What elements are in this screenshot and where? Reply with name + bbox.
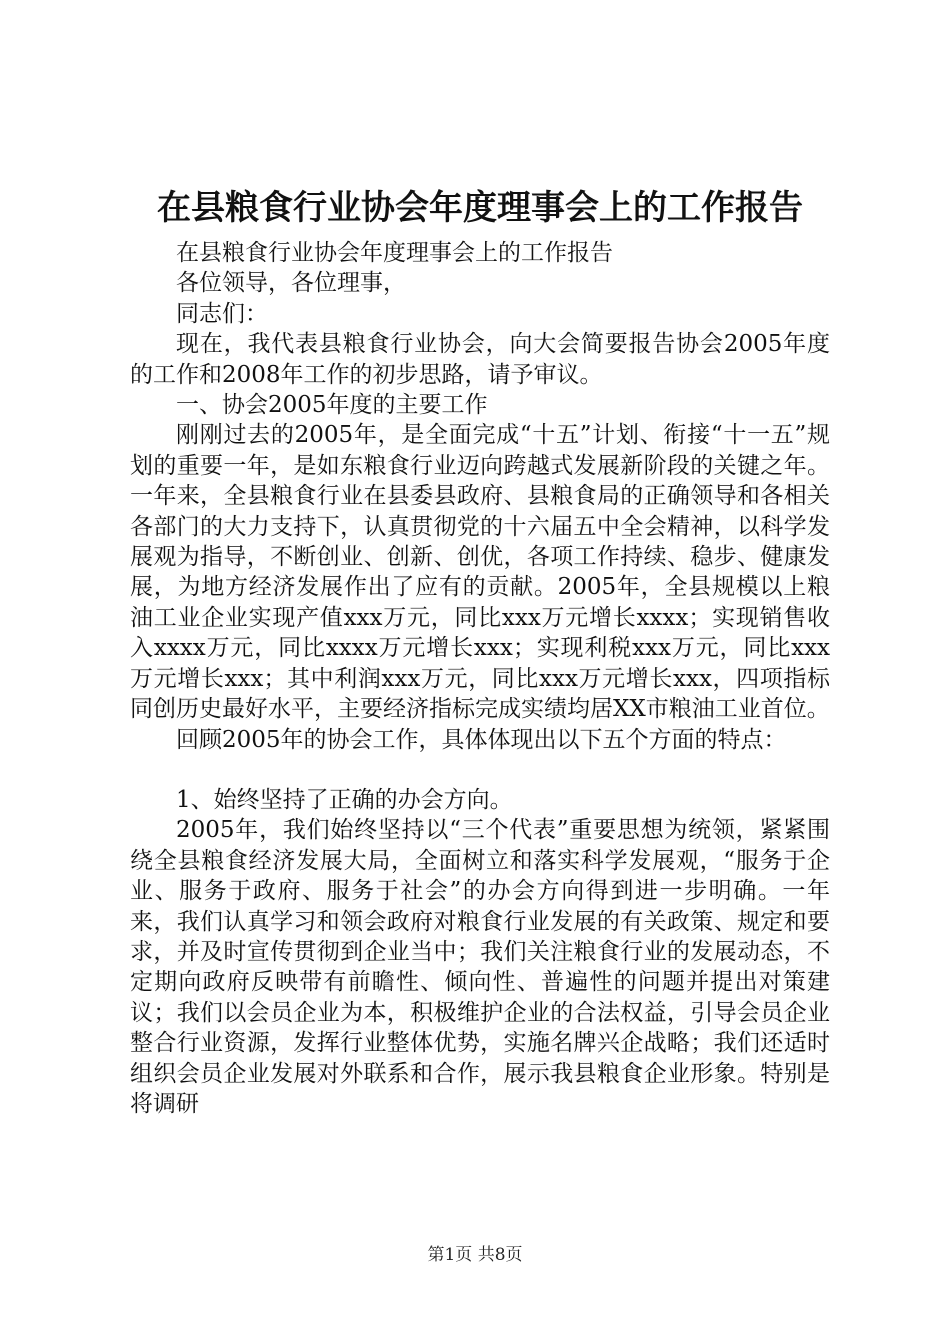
paragraph-intro: 现在，我代表县粮食行业协会，向大会简要报告协会2005年度的工作和2008年工作的初步思路，请予审议。 <box>130 331 830 388</box>
document-title: 在县粮食行业协会年度理事会上的工作报告 <box>157 188 803 228</box>
document-page <box>130 0 830 1344</box>
paragraph-salutation-1: 各位领导，各位理事， <box>176 270 406 297</box>
paragraph-features-intro: 回顾2005年的协会工作，具体体现出以下五个方面的特点： <box>176 726 787 753</box>
page-footer: 第1页 共8页 <box>427 1245 523 1265</box>
section-heading-1: 一、协会2005年度的主要工作 <box>176 392 488 419</box>
paragraph-subtitle: 在县粮食行业协会年度理事会上的工作报告 <box>176 240 613 266</box>
paragraph-review: 刚刚过去的2005年，是全面完成“十五”计划、衔接“十一五”规划的重要一年，是如东粮食行业迈向跨越式发展新阶段的关键之年。一年来，全县粮食行业在县委县政府、县粮食局的正确领导和各相关各部门的大力支持下，认真贯彻党的十六届五中全会精神，以科学发展观为指导，不断创业、创新、创优，各项工作持续、稳步、健康发展，为地方经济发展作出了应有的贡献。2005年，全县规模以上粮油工业企业实现产值xxx万元，同比xxx万元增长xxxx；实现销售收入xxxx万元，同比xxxx万元增长xxx；实现利税xxx万元，同比xxx万元增长xxx；其中利润xxx万元，同比xxx万元增长xxx，四项指标同创历史最好水平，主要经济指标完成实绩均居XX市粮油工业首位。 <box>130 422 830 723</box>
paragraph-salutation-2: 同志们： <box>176 300 268 327</box>
paragraph-direction: 2005年，我们始终坚持以“三个代表”重要思想为统领，紧紧围绕全县粮食经济发展大局，全面树立和落实科学发展观，“服务于企业、服务于政府、服务于社会”的办会方向得到进一步明确。一年来，我们认真学习和领会政府对粮食行业发展的有关政策、规定和要求，并及时宣传贯彻到企业当中；我们关注粮食行业的发展动态，不定期向政府反映带有前瞻性、倾向性、普遍性的问题并提出对策建议；我们以会员企业为本，积极维护企业的合法权益，引导会员企业整合行业资源，发挥行业整体优势，实施名牌兴企战略；我们还适时组织会员企业发展对外联系和合作，展示我县粮食企业形象。特别是将调研 <box>130 817 830 1117</box>
document-body <box>130 238 830 1119</box>
subheading-1: 1、始终坚持了正确的办会方向。 <box>176 786 513 813</box>
